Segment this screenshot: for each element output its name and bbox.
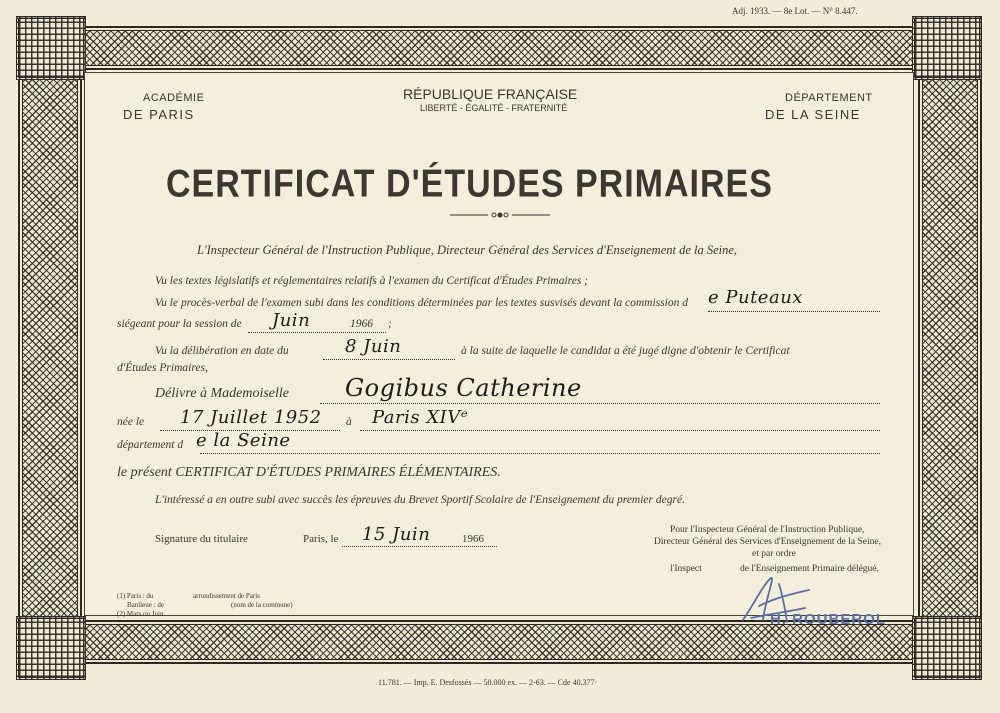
stamp-name: H. ROUBEROL xyxy=(770,611,886,628)
corner-ornament-top-left xyxy=(16,16,86,80)
authority-line2: Directeur Général des Services d'Enseignement de la Seine, xyxy=(654,537,881,547)
header-de-la-seine: DE LA SEINE xyxy=(765,107,861,122)
footnote-1-commune: (nom de la commune) xyxy=(231,601,293,609)
delegate-label: de l'Enseignement Primaire délégué, xyxy=(740,564,879,574)
session-month-handwritten: Juin xyxy=(272,310,311,331)
vu-proces-verbal-line: Vu le procès-verbal de l'examen subi dans les conditions déterminées par les textes susvisés devant la commission d xyxy=(155,297,688,309)
intro-line: L'Inspecteur Général de l'Instruction Publique, Directeur Général des Services d'Enseignement de la Seine, xyxy=(197,243,738,257)
birth-a-label: à xyxy=(346,416,352,428)
corner-ornament-bottom-right xyxy=(912,616,982,680)
border-left-band xyxy=(18,26,82,664)
nee-le-label: née le xyxy=(117,416,145,428)
header-devise: LIBERTÉ - ÉGALITÉ - FRATERNITÉ xyxy=(420,103,568,113)
footnote-2: (2) Mars ou Juin. xyxy=(117,610,166,618)
titulaire-signature-label: Signature du titulaire xyxy=(155,533,248,545)
sign-place-label: Paris, le xyxy=(303,533,339,545)
delivre-label: Délivre à Mademoiselle xyxy=(155,386,289,401)
birth-place-dotted-line xyxy=(360,430,880,431)
session-label: siégeant pour la session de xyxy=(117,318,242,330)
certificate-title: CERTIFICAT D'ÉTUDES PRIMAIRES xyxy=(166,162,773,206)
header-de-paris: DE PARIS xyxy=(123,107,195,122)
departement-handwritten: e la Seine xyxy=(196,430,291,451)
departement-label: département d xyxy=(117,439,184,451)
inspect-label: l'Inspect xyxy=(670,564,702,574)
candidate-name-handwritten: Gogibus Catherine xyxy=(345,374,582,402)
session-year: 1966 xyxy=(350,318,373,330)
deliberation-dotted-line xyxy=(323,359,455,360)
authority-line3: et par ordre xyxy=(752,549,796,559)
border-right-band xyxy=(918,26,982,664)
departement-dotted-line xyxy=(200,453,880,454)
header-departement: DÉPARTEMENT xyxy=(785,92,873,104)
header-republique: RÉPUBLIQUE FRANÇAISE xyxy=(403,86,578,102)
deliberation-line2: d'Études Primaires, xyxy=(117,362,208,374)
footnote-1-banlieue: Banlieue : de xyxy=(127,601,164,609)
corner-ornament-bottom-left xyxy=(16,616,86,680)
sign-date-dotted-line xyxy=(342,546,497,547)
brevet-sportif-line: L'intéressé a en outre subi avec succès les épreuves du Brevet Sportif Scolaire de l'Enseignement du premier degré. xyxy=(155,494,685,506)
sign-date-handwritten: 15 Juin xyxy=(362,524,431,545)
printer-imprint: 11.781. — Imp. E. Desfossés — 50.000 ex. — 2-63. — Cde 40.377· xyxy=(378,678,598,687)
birth-place-handwritten: Paris XIVᵉ xyxy=(372,407,469,428)
border-top-band xyxy=(18,26,982,70)
top-reference: Adj. 1933. — 8e Lot. — N° 8.447. xyxy=(732,6,858,16)
vu-textes-line: Vu les textes législatifs et réglementaires relatifs à l'examen du Certificat d'Études Primaires ; xyxy=(155,275,589,287)
present-certificate-line: le présent CERTIFICAT D'ÉTUDES PRIMAIRES ÉLÉMENTAIRES. xyxy=(117,465,501,480)
sign-year: 1966 xyxy=(462,533,484,545)
deliberation-suffix: à la suite de laquelle le candidat a été jugé digne d'obtenir le Certificat xyxy=(461,345,790,357)
footnote-1-paris: (1) Paris : du xyxy=(117,592,154,600)
title-ornament xyxy=(450,210,550,220)
session-suffix: ; xyxy=(388,318,392,330)
birth-date-handwritten: 17 Juillet 1952 xyxy=(180,407,322,428)
deliberation-label: Vu la délibération en date du xyxy=(155,345,289,357)
commission-handwritten: e Puteaux xyxy=(708,287,803,308)
name-dotted-line xyxy=(320,403,880,404)
deliberation-date-handwritten: 8 Juin xyxy=(345,336,402,357)
header-academie: ACADÉMIE xyxy=(143,92,205,104)
session-dotted-line xyxy=(248,332,386,333)
authority-line1: Pour l'Inspecteur Général de l'Instruction Publique, xyxy=(670,525,865,535)
commission-dotted-line xyxy=(708,311,880,312)
footnote-1-arrondissement: arrondissement de Paris xyxy=(193,592,260,600)
corner-ornament-top-right xyxy=(912,16,982,80)
